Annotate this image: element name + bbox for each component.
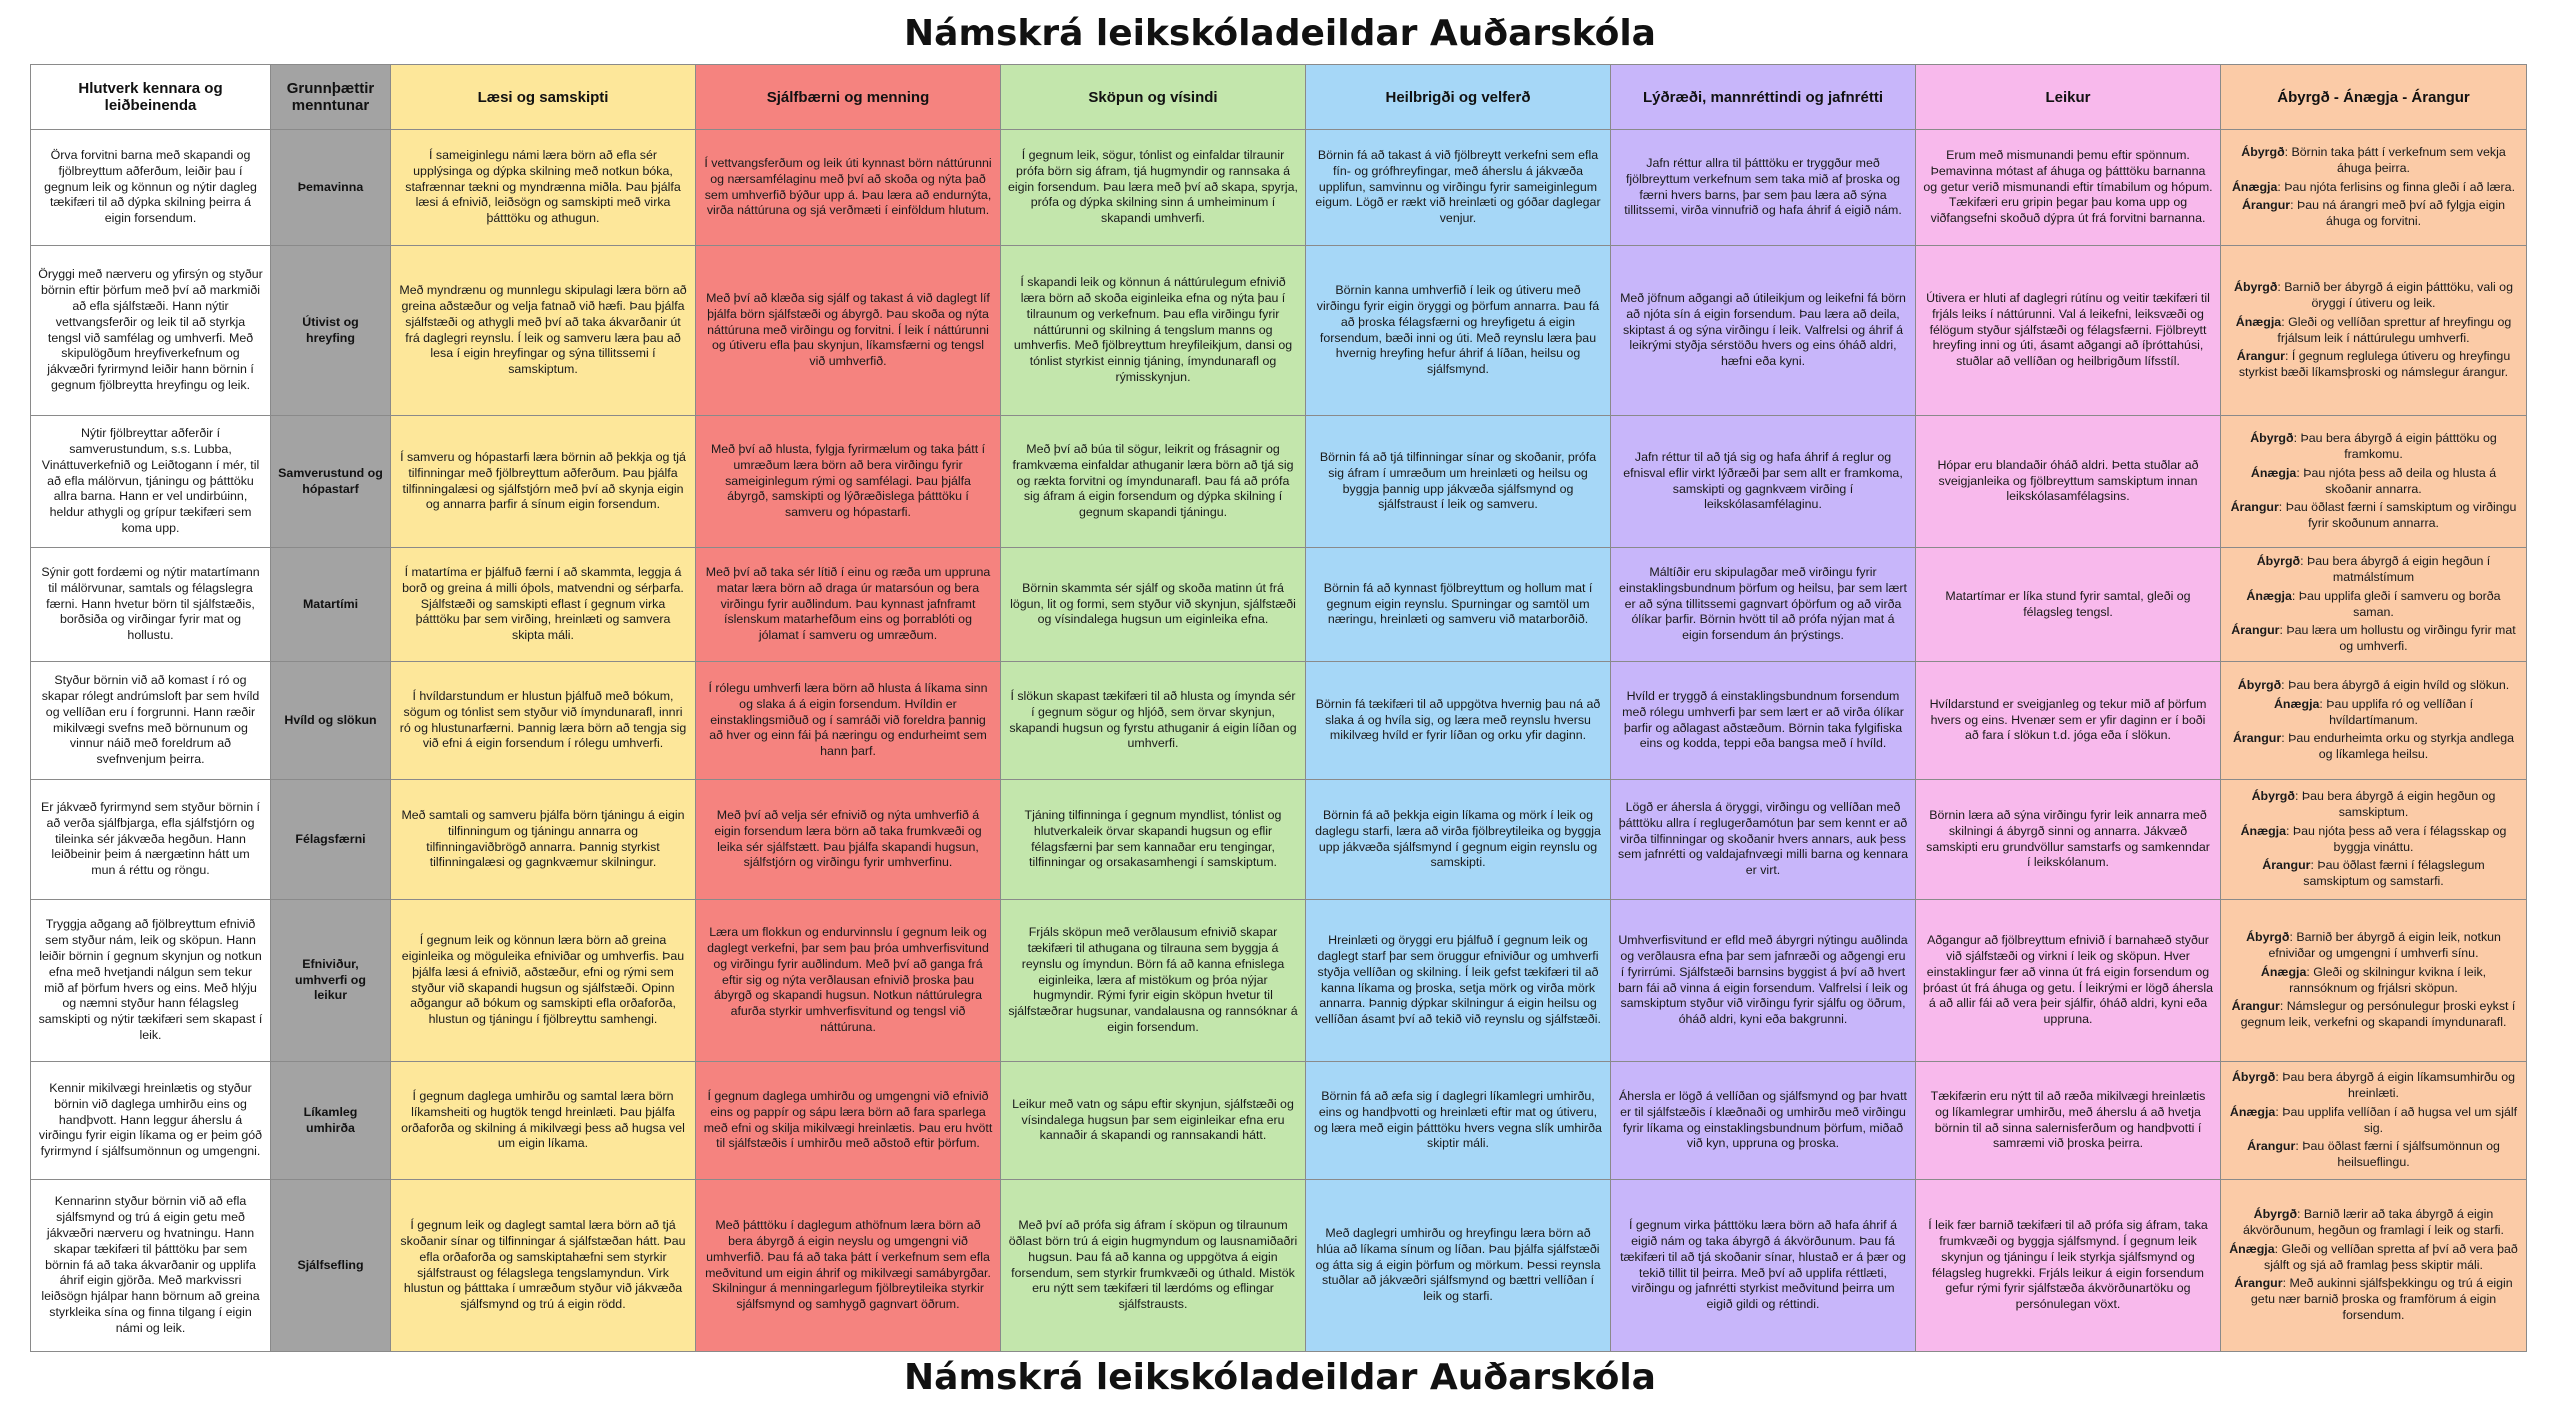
table-row: [31, 246, 2527, 416]
table-row: [31, 548, 2527, 662]
enjoyment-line: Ánægja: Þau upplifa ró og vellíðan í hvíldartímanum.: [2273, 696, 2474, 727]
creativity-cell: Tjáning tilfinninga í gegnum myndlist, tónlist og hlutverkaleik örvar skapandi hugsun og eflir félagsfærni þar sem kannaðar eru tengingar, tilfinningar og orsakasamhengi í samskiptum.: [1001, 780, 1306, 900]
responsibility-cell: [2221, 1062, 2527, 1180]
achievement-text: Þau öðlast færni í samskiptum og virðingu fyrir skoðunum annarra.: [2285, 500, 2517, 531]
sustainability-cell: Með því að velja sér efnivið og nýta umhverfið á eigin forsendum læra börn að taka frumkvæði og leika sér sjálfstætt. Þau þjálfa skapandi hugsun, sjálfstjórn og virðingu fyrir umhverfinu.: [696, 780, 1001, 900]
enjoyment-label: Ánægja: [2246, 588, 2292, 603]
sustainability-cell: Læra um flokkun og endurvinnslu í gegnum leik og daglegt verkefni, þar sem þau þróa umhverfisvitund og virðingu fyrir auðlindum. Með því að ganga frá eftir sig og nýta verðlausan efnivið þroska þau ábyrgð og skapandi hugsun. Notkun náttúrulegra afurða styrkir umhverfisvitund og tengsl við náttúruna.: [696, 900, 1001, 1062]
topic-cell: Samverustund og hópastarf: [271, 416, 391, 548]
enjoyment-line: Ánægja: Þau njóta þess að vera í félagsskap og byggja vináttu.: [2240, 823, 2507, 854]
topic-cell: Félagsfærni: [271, 780, 391, 900]
achievement-line: Árangur: Þau öðlast færni í félagslegum samskiptum og samstarfi.: [2262, 858, 2485, 889]
enjoyment-label: Ánægja: [2250, 465, 2297, 480]
responsibility-label: Ábyrgð: [2256, 553, 2301, 568]
responsibility-label: Ábyrgð: [2250, 430, 2294, 445]
topic-cell: Matartími: [271, 548, 391, 662]
creativity-cell: Í skapandi leik og könnun á náttúrulegum efnivið læra börn að skoða eiginleika efna og nýta þau í tilraunum og verkefnum. Þau efla virðingu fyrir náttúrunni og skilning á tengslum manns og umhverfis. Með fjölbreyttum hreyfileikjum, dansi og tónlist styrkist einnig tjáning, ímyndunarafl og rýmisskynjun.: [1001, 246, 1306, 416]
literacy-cell: Í hvíldarstundum er hlustun þjálfuð með bókum, sögum og tónlist sem styður við ímyndunarafl, innri ró og hlustunarfærni. Þannig læra börn að tengja sig við efni á eigin forsendum í rólegu umhverfi.: [391, 662, 696, 780]
health-cell: Með daglegri umhirðu og hreyfingu læra börn að hlúa að líkama sínum og líðan. Þau þjálfa sjálfstæði og átta sig á eigin þörfum og mörkum. Þessi reynsla stuðlar að jákvæðri sjálfsmynd og bættri vellíðan í leik og starfi.: [1306, 1180, 1611, 1352]
literacy-cell: Í sameiginlegu námi læra börn að efla sér upplýsinga og dýpka skilning með notkun bóka, stafrænnar tækni og myndrænna miðla. Þau þjálfa læsi á efnivið, leiðsögn og samskipti með virka þátttöku og athugun.: [391, 130, 696, 246]
responsibility-label: Ábyrgð: [2231, 1069, 2276, 1084]
table-row: [31, 416, 2527, 548]
sustainability-cell: Með því að hlusta, fylgja fyrirmælum og taka þátt í umræðum læra börn að bera virðingu fyrir sameiginlegum rými og samfélagi. Þau þjálfa ábyrgð, samskipti og lýðræðislega þátttöku í samveru og hópastarfi.: [696, 416, 1001, 548]
teacher-role-cell: Örva forvitni barna með skapandi og fjölbreyttum aðferðum, leiðir þau í gegnum leik og könnun og nýtir dagleg tækifæri til að dýpka skilning þeirra á eigin forsendum.: [31, 130, 271, 246]
achievement-label: Árangur: [2231, 623, 2280, 638]
teacher-role-cell: Tryggja aðgang að fjölbreyttum efnivið sem styður nám, leik og sköpun. Hann leiðir börnin í gegnum skynjun og notkun efna með hvetjandi nálgun sem tekur mið af þörfum hvers og eins. Með hlýju og næmni styður hann félagsleg samskipti og nýtir tækifæri sem skapast í leik.: [31, 900, 271, 1062]
responsibility-label: Ábyrgð: [2246, 929, 2290, 944]
enjoyment-label: Ánægja: [2229, 1104, 2276, 1119]
header-play: Leikur: [1916, 65, 2221, 130]
achievement-label: Árangur: [2231, 999, 2280, 1014]
literacy-cell: Í samveru og hópastarfi læra börnin að þekkja og tjá tilfinningar með fjölbreyttum aðferðum. Þau þjálfa tilfinningalæsi og sjálfstjórn með því að skynja eigin og annarra þarfir á sínum eigin forsendum.: [391, 416, 696, 548]
responsibility-line: Ábyrgð: Þau bera ábyrgð á eigin líkamsumhirðu og hreinlæti.: [2231, 1069, 2516, 1100]
play-cell: Börnin læra að sýna virðingu fyrir leik annarra með skilningi á ábyrgð sinni og annarra. Jákvæð samskipti eru grundvöllur samstarfs og samkenndar í leikskólanum.: [1916, 780, 2221, 900]
democracy-cell: Í gegnum virka þátttöku læra börn að hafa áhrif á eigið nám og taka ábyrgð á ákvörðunum. Þau fá tækifæri til að tjá skoðanir sínar, hlustað er á þær og tekið tillit til þeirra. Með því að upplifa réttlæti, virðingu og jafnrétti styrkist meðvitund þeirra um eigið gildi og réttindi.: [1611, 1180, 1916, 1352]
enjoyment-text: Þau njóta ferlisins og finna gleði í að læra.: [2284, 179, 2516, 194]
creativity-cell: Með því að prófa sig áfram í sköpun og tilraunum öðlast börn trú á eigin hugmyndum og lausnamiðaðri hugsun. Þau fá að kanna og uppgötva á eigin forsendum, sem styrkir frumkvæði og úthald. Mistök eru nýtt sem tækifæri til lærdóms og eflingar sjálfstrausts.: [1001, 1180, 1306, 1352]
creativity-cell: Með því að búa til sögur, leikrit og frásagnir og framkvæma einfaldar athuganir læra börn að tjá sig og rækta forvitni og ímyndunarafl. Þau fá að prófa sig áfram á eigin forsendum og dýpka skilning í gegnum skapandi tjáningu.: [1001, 416, 1306, 548]
responsibility-text: Þau bera ábyrgð á eigin hegðun og samskiptum.: [2301, 788, 2496, 819]
topic-cell: Hvíld og slökun: [271, 662, 391, 780]
header-literacy: Læsi og samskipti: [391, 65, 696, 130]
responsibility-cell: [2221, 416, 2527, 548]
responsibility-line: Ábyrgð: Barnið ber ábyrgð á eigin þátttöku, vali og öryggi í útiveru og leik.: [2234, 279, 2513, 310]
health-cell: Hreinlæti og öryggi eru þjálfuð í gegnum leik og daglegt starf þar sem öruggur efniviður og umhverfi styðja vellíðan og skilning. Í leik gefst tækifæri til að kanna líkama og þroska, setja mörk og virða mörk annarra. Þannig dýpkar skilningur á eigin heilsu og vellíðan ásamt því að tekið við reynslu og sjálfstæði.: [1306, 900, 1611, 1062]
responsibility-text: Þau bera ábyrgð á eigin þátttöku og framkomu.: [2300, 430, 2497, 461]
enjoyment-line: Ánægja: Gleði og skilningur kvikna í leik, rannsóknum og frjálsri sköpun.: [2260, 964, 2487, 995]
responsibility-line: Ábyrgð: Þau bera ábyrgð á eigin hegðun í matmálstímum: [2256, 553, 2491, 584]
achievement-line: Árangur: Í gegnum reglulega útiveru og hreyfingu styrkist bæði líkamsþroski og námslegur árangur.: [2236, 349, 2511, 380]
responsibility-line: Ábyrgð: Þau bera ábyrgð á eigin hegðun og samskiptum.: [2251, 788, 2496, 819]
enjoyment-line: Ánægja: Gleði og vellíðan sprettur af hreyfingu og frjálsum leik í náttúrulegu umhverfi.: [2235, 314, 2512, 345]
responsibility-text: Þau bera ábyrgð á eigin líkamsumhirðu og hreinlæti.: [2282, 1069, 2516, 1100]
responsibility-text: Þau bera ábyrgð á eigin hegðun í matmálstímum: [2307, 553, 2491, 584]
play-cell: Aðgangur að fjölbreyttum efnivið í barnahæð styður við sjálfstæði og virkni í leik og sköpun. Hver einstaklingur fær að vinna út frá eigin forsendum og þróast út frá áhuga og getu. Í leikrými er lögð áhersla á að allir fái að vera þeir sjálfir, óháð aldri, kyni eða uppruna.: [1916, 900, 2221, 1062]
achievement-text: Þau læra um hollustu og virðingu fyrir mat og umhverfi.: [2286, 623, 2516, 654]
responsibility-line: Ábyrgð: Börnin taka þátt í verkefnum sem vekja áhuga þeirra.: [2241, 144, 2506, 175]
play-cell: Erum með mismunandi þemu eftir spönnum. Þemavinna mótast af áhuga og þátttöku barnanna og getur verið mismunandi eftir tímabilum og hópum. Tækifæri eru gripin þegar þau koma upp og viðfangsefni skoðuð dýpra út frá forvitni barnanna.: [1916, 130, 2221, 246]
header-health: Heilbrigði og velferð: [1306, 65, 1611, 130]
enjoyment-text: Þau upplifa vellíðan í að hugsa vel um sjálf sig.: [2282, 1104, 2518, 1135]
democracy-cell: Máltíðir eru skipulagðar með virðingu fyrir einstaklingsbundnum þörfum og heilsu, þar sem lært er að sýna tillitssemi gagnvart óþörfum og að virða ólíkar þarfir. Börnin hvött til að prófa nýjan mat á eigin forsendum án þrýstings.: [1611, 548, 1916, 662]
responsibility-cell: [2221, 900, 2527, 1062]
achievement-label: Árangur: [2262, 858, 2311, 873]
democracy-cell: Áhersla er lögð á vellíðan og sjálfsmynd og þar hvatt er til sjálfstæðis í klæðnaði og umhirðu með virðingu fyrir líkama og einstaklingsbundnum þörfum, miðað við kyn, uppruna og þroska.: [1611, 1062, 1916, 1180]
achievement-line: Árangur: Námslegur og persónulegur þroski eykst í gegnum leik, verkefni og skapandi ímyndunarafl.: [2231, 999, 2516, 1030]
responsibility-cell: [2221, 130, 2527, 246]
play-cell: Hópar eru blandaðir óháð aldri. Þetta stuðlar að sveigjanleika og fjölbreyttum samskiptum innan leikskólasamfélagsins.: [1916, 416, 2221, 548]
achievement-line: Árangur: Þau ná árangri með því að fylgja eigin áhuga og forvitni.: [2241, 198, 2506, 229]
enjoyment-line: Ánægja: Þau upplifa gleði í samveru og borða saman.: [2246, 588, 2501, 619]
health-cell: Börnin fá að takast á við fjölbreytt verkefni sem efla fín- og grófhreyfingar, með áherslu á jákvæða upplifun, samvinnu og virðingu fyrir sameiginlegum eigum. Lögð er rækt við hreinlæti og góðar daglegar venjur.: [1306, 130, 1611, 246]
enjoyment-text: Þau upplifa ró og vellíðan í hvíldartímanum.: [2326, 696, 2474, 727]
teacher-role-cell: Sýnir gott fordæmi og nýtir matartímann til málörvunar, samtals og félagslegra færni. Hann hvetur börn til sjálfstæðis, borðsiða og virðingar fyrir mat og hollustu.: [31, 548, 271, 662]
topic-cell: Útivist og hreyfing: [271, 246, 391, 416]
responsibility-line: Ábyrgð: Þau bera ábyrgð á eigin hvíld og slökun.: [2237, 677, 2510, 692]
play-cell: Útivera er hluti af daglegri rútínu og veitir tækifæri til frjáls leiks í náttúrunni. Val á leikefni, leiksvæði og félögum styður sjálfstæði og félagsfærni. Fjölbreytt hreyfing inni og úti, ásamt aðgangi að íþróttahúsi, stuðlar að vellíðan og heilbrigðum lífsstíl.: [1916, 246, 2221, 416]
enjoyment-label: Ánægja: [2231, 179, 2278, 194]
header-democracy: Lýðræði, mannréttindi og jafnrétti: [1611, 65, 1916, 130]
responsibility-label: Ábyrgð: [2237, 677, 2282, 692]
teacher-role-cell: Styður börnin við að komast í ró og skapar rólegt andrúmsloft þar sem hvíld og vellíðan eru í forgrunni. Hann ræðir mikilvægi svefns með börnunum og vinnur náið með foreldrum að svefnvenjum þeirra.: [31, 662, 271, 780]
achievement-label: Árangur: [2234, 1276, 2283, 1291]
teacher-role-cell: Kennir mikilvægi hreinlætis og styður börnin við daglega umhirðu eins og handþvott. Hann leggur áherslu á virðingu fyrir eigin líkama og er þeim góð fyrirmynd í sjálfsumönnun og umgengni.: [31, 1062, 271, 1180]
democracy-cell: Jafn réttur til að tjá sig og hafa áhrif á reglur og efnisval eflir virkt lýðræði þar sem allt er framkoma, samskipti og gagnkvæm virðing í leikskólasamfélaginu.: [1611, 416, 1916, 548]
topic-cell: Sjálfsefling: [271, 1180, 391, 1352]
literacy-cell: Í gegnum daglega umhirðu og samtal læra börn líkamsheiti og hugtök tengd hreinlæti. Þau þjálfa orðaforða og skilning á mikilvægi þess að hugsa vel um eigin líkama.: [391, 1062, 696, 1180]
table-row: [31, 900, 2527, 1062]
table-row: [31, 662, 2527, 780]
responsibility-line: Ábyrgð: Þau bera ábyrgð á eigin þátttöku og framkomu.: [2250, 430, 2497, 461]
democracy-cell: Lögð er áhersla á öryggi, virðingu og vellíðan með þátttöku allra í reglugerðamótun þar sem kennt er að virða tilfinningar og skoðanir hvers annars, auk þess sem jafnrétti og valdajafnvægi milli barna og kennara er virt.: [1611, 780, 1916, 900]
enjoyment-text: Gleði og vellíðan spretta af því að vera það sjálft og sjá að framlag þess skiptir máli.: [2264, 1241, 2518, 1272]
header-sustainability: Sjálfbærni og menning: [696, 65, 1001, 130]
enjoyment-label: Ánægja: [2273, 696, 2320, 711]
sustainability-cell: Í gegnum daglega umhirðu og umgengni við efnivið eins og pappír og sápu læra börn að fara sparlega með efni og skilja mikilvægi hreinlætis. Þau eru hvött til sjálfstæðis í umhirðu með aðstoð eftir þörfum.: [696, 1062, 1001, 1180]
play-cell: Tækifærin eru nýtt til að ræða mikilvægi hreinlætis og líkamlegrar umhirðu, með áherslu á að hvetja börnin til að sinna salernisferðum og handþvotti í samræmi við þroska þeirra.: [1916, 1062, 2221, 1180]
creativity-cell: Börnin skammta sér sjálf og skoða matinn út frá lögun, lit og formi, sem styður við skynjun, sjálfstæði og vísindalega hugsun um eiginleika efna.: [1001, 548, 1306, 662]
health-cell: Börnin fá að þekkja eigin líkama og mörk í leik og daglegu starfi, læra að virða fjölbreytileika og byggja upp jákvæða sjálfsmynd í gegnum eigin reynslu og samskipti.: [1306, 780, 1611, 900]
achievement-text: Þau öðlast færni í sjálfsumönnun og heilsueflingu.: [2302, 1139, 2500, 1170]
play-cell: Í leik fær barnið tækifæri til að prófa sig áfram, taka frumkvæði og byggja sjálfsmynd. Í gegnum leik skynjun og tjáningu í leik styrkja sjálfsmynd og félagsleg hugrekki. Frjáls leikur á eigin forsendum gefur rými fyrir sjálfstæða ákvörðunartöku og persónulegan vöxt.: [1916, 1180, 2221, 1352]
teacher-role-cell: Öryggi með nærveru og yfirsýn og styður börnin eftir þörfum með því að markmiði að efla sjálfstæði. Hann nýtir vettvangsferðir og leik til að styrkja tengsl við samfélag og umhverfi. Með skipulögðum hreyfiverkefnum og jákvæðri fyrirmynd leiðir hann börnin í gegnum fjölbreytta hreyfingu og leik.: [31, 246, 271, 416]
sustainability-cell: Með því að klæða sig sjálf og takast á við daglegt líf þjálfa börn sjálfstæði og ábyrgð. Þau skoða og nýta náttúruna með virðingu og forvitni. Í leik í náttúrunni og útiveru efla þau skynjun, líkamsfærni og tengsl við umhverfið.: [696, 246, 1001, 416]
sustainability-cell: Í vettvangsferðum og leik úti kynnast börn náttúrunni og nærsamfélaginu með því að skoða og nýta það sem umhverfið býður upp á. Þau læra að endurnýta, virða náttúruna og sjá verðmæti í einföldum hlutum.: [696, 130, 1001, 246]
responsibility-line: Ábyrgð: Barnið ber ábyrgð á eigin leik, notkun efniviðar og umgengni í umhverfi sínu.: [2246, 929, 2501, 960]
header-creativity: Sköpun og vísindi: [1001, 65, 1306, 130]
creativity-cell: Leikur með vatn og sápu eftir skynjun, sjálfstæði og vísindalega hugsun þar sem eiginleikar efna eru kannaðir á skapandi og rannsakandi hátt.: [1001, 1062, 1306, 1180]
responsibility-cell: [2221, 1180, 2527, 1352]
sustainability-cell: Í rólegu umhverfi læra börn að hlusta á líkama sinn og slaka á á eigin forsendum. Hvíldin er einstaklingsmiðuð og í samráði við foreldra þannig að hver og einn fái þá næringu og endurheimt sem hann þarf.: [696, 662, 1001, 780]
table-row: [31, 780, 2527, 900]
achievement-label: Árangur: [2230, 500, 2279, 515]
topic-cell: Líkamleg umhirða: [271, 1062, 391, 1180]
responsibility-cell: [2221, 548, 2527, 662]
health-cell: Börnin fá að æfa sig í daglegri líkamlegri umhirðu, eins og handþvotti og hreinlæti eftir mat og útiveru, og læra með eigin þátttöku hvers vegna slík umhirða skiptir máli.: [1306, 1062, 1611, 1180]
responsibility-text: Börnin taka þátt í verkefnum sem vekja áhuga þeirra.: [2291, 144, 2506, 175]
democracy-cell: Hvíld er tryggð á einstaklingsbundnum forsendum með rólegu umhverfi þar sem lært er að virða ólíkar þarfir og aðlagast aðstæðum. Börnin taka fylgifiska eins og kodda, teppi eða bangsa með í hvíld.: [1611, 662, 1916, 780]
play-cell: Matartímar er líka stund fyrir samtal, gleði og félagsleg tengsl.: [1916, 548, 2221, 662]
table-row: [31, 1180, 2527, 1352]
header-education-pillars: Grunnþættir menntunar: [271, 65, 391, 130]
health-cell: Börnin fá að tjá tilfinningar sínar og skoðanir, prófa sig áfram í umræðum um hreinlæti og heilsu og byggja þannig upp jákvæða sjálfsmynd og sjálfstraust í leik og samveru.: [1306, 416, 1611, 548]
achievement-label: Árangur: [2247, 1139, 2296, 1154]
enjoyment-line: Ánægja: Gleði og vellíðan spretta af því að vera það sjálft og sjá að framlag þess skiptir máli.: [2229, 1241, 2518, 1272]
responsibility-line: Ábyrgð: Barnið lærir að taka ábyrgð á eigin ákvörðunum, hegðun og framlagi í leik og starfi.: [2242, 1206, 2505, 1237]
page-title: Námskrá leikskóladeildar Auðarskóla: [904, 12, 1656, 54]
enjoyment-label: Ánægja: [2260, 964, 2307, 979]
table-row: [31, 1062, 2527, 1180]
achievement-line: Árangur: Þau öðlast færni í samskiptum og virðingu fyrir skoðunum annarra.: [2230, 500, 2517, 531]
health-cell: Börnin fá tækifæri til að uppgötva hvernig þau ná að slaka á og hvíla sig, og læra með reynslu hversu mikilvæg hvíld er fyrir líðan og orku yfir daginn.: [1306, 662, 1611, 780]
header-teacher-role: Hlutverk kennara og leiðbeinenda: [31, 65, 271, 130]
literacy-cell: Með samtali og samveru þjálfa börn tjáningu á eigin tilfinningum og tjáningu annarra og tilfinningaviðbrögð annarra. Þannig styrkist tilfinningalæsi og gagnkvæmur skilningur.: [391, 780, 696, 900]
teacher-role-cell: Er jákvæð fyrirmynd sem styður börnin í að verða sjálfbjarga, efla sjálfstjórn og tileinka sér jákvæða hegðun. Hann leiðbeinir þeim á nærgætinn hátt um mun á réttu og röngu.: [31, 780, 271, 900]
curriculum-table: [30, 64, 2527, 1352]
header-responsibility: Ábyrgð - Ánægja - Árangur: [2221, 65, 2527, 130]
teacher-role-cell: Nýtir fjölbreyttar aðferðir í samverustundum, s.s. Lubba, Vináttuverkefnið og Leiðtogann í mér, til að efla málörvun, tjáningu og þátttöku allra barna. Hann er vel undirbúinn, heldur athygli og grípur tækifæri sem koma upp.: [31, 416, 271, 548]
creativity-cell: Frjáls sköpun með verðlausum efnivið skapar tækifæri til athugana og tilrauna sem byggja á reynslu og ímyndun. Börn fá að kanna efnislega eiginleika, læra af mistökum og þróa nýjar hugmyndir. Rými fyrir eigin sköpun hvetur til sjálfstæðrar hugsunar, vandalausna og rannsóknar á eigin forsendum.: [1001, 900, 1306, 1062]
achievement-line: Árangur: Þau læra um hollustu og virðingu fyrir mat og umhverfi.: [2231, 623, 2516, 654]
achievement-text: Námslegur og persónulegur þroski eykst í gegnum leik, verkefni og skapandi ímyndunarafl.: [2240, 999, 2516, 1030]
creativity-cell: Í slökun skapast tækifæri til að hlusta og ímynda sér í gegnum sögur og hljóð, sem örvar skynjun, skapandi hugsun og fyrstu athuganir á eigin líðan og umhverfi.: [1001, 662, 1306, 780]
responsibility-label: Ábyrgð: [2253, 1206, 2298, 1221]
achievement-text: Þau endurheimta orku og styrkja andlega og líkamlega heilsu.: [2288, 731, 2515, 762]
topic-cell: Efniviður, umhverfi og leikur: [271, 900, 391, 1062]
democracy-cell: Með jöfnum aðgangi að útileikjum og leikefni fá börn að njóta sín á eigin forsendum. Þau læra að deila, skiptast á og sýna virðingu í leik. Valfrelsi og áhrif á leikrými styðja sérstöðu hvers og eins óháð aldri, hæfni eða kyni.: [1611, 246, 1916, 416]
table-row: [31, 130, 2527, 246]
teacher-role-cell: Kennarinn styður börnin við að efla sjálfsmynd og trú á eigin getu með jákvæðri nærveru og hvatningu. Hann skapar tækifæri til þátttöku þar sem börnin fá að taka ákvarðanir og upplifa áhrif eigin gjörða. Með markvissri leiðsögn hjálpar hann börnum að greina styrkleika sína og finna tilgang í eigin námi og leik.: [31, 1180, 271, 1352]
achievement-label: Árangur: [2236, 349, 2285, 364]
enjoyment-text: Þau njóta þess að deila og hlusta á skoðanir annarra.: [2303, 465, 2497, 496]
achievement-text: Þau ná árangri með því að fylgja eigin áhuga og forvitni.: [2297, 198, 2506, 229]
enjoyment-line: Ánægja: Þau njóta ferlisins og finna gleði í að læra.: [2231, 179, 2516, 194]
enjoyment-label: Ánægja: [2240, 823, 2286, 838]
enjoyment-text: Gleði og vellíðan sprettur af hreyfingu og frjálsum leik í náttúrulegu umhverfi.: [2277, 314, 2512, 345]
responsibility-text: Þau bera ábyrgð á eigin hvíld og slökun.: [2288, 677, 2510, 692]
play-cell: Hvíldarstund er sveigjanleg og tekur mið af þörfum hvers og eins. Hvenær sem er yfir daginn er í boði að fara í slökun t.d. jóga eða í slökun.: [1916, 662, 2221, 780]
responsibility-label: Ábyrgð: [2241, 144, 2285, 159]
responsibility-label: Ábyrgð: [2234, 279, 2278, 294]
enjoyment-text: Þau upplifa gleði í samveru og borða saman.: [2298, 588, 2501, 619]
footer-title: Námskrá leikskóladeildar Auðarskóla: [904, 1356, 1656, 1398]
responsibility-text: Barnið ber ábyrgð á eigin leik, notkun efniviðar og umgengni í umhverfi sínu.: [2268, 929, 2501, 960]
achievement-line: Árangur: Þau öðlast færni í sjálfsumönnun og heilsueflingu.: [2247, 1139, 2500, 1170]
responsibility-cell: [2221, 780, 2527, 900]
health-cell: Börnin kanna umhverfið í leik og útiveru með virðingu fyrir eigin öryggi og þörfum annarra. Þau fá að þroska félagsfærni og hreyfigetu á eigin forsendum, bæði inni og úti. Með reynslu læra þau hvernig hreyfing hefur áhrif á líðan, heilsu og sjálfsmynd.: [1306, 246, 1611, 416]
responsibility-label: Ábyrgð: [2251, 788, 2295, 803]
health-cell: Börnin fá að kynnast fjölbreyttum og hollum mat í gegnum eigin reynslu. Spurningar og samtöl um næringu, hreinlæti og samveru við matarborðið.: [1306, 548, 1611, 662]
enjoyment-label: Ánægja: [2235, 314, 2282, 329]
enjoyment-text: Þau njóta þess að vera í félagsskap og byggja vináttu.: [2292, 823, 2507, 854]
literacy-cell: Í gegnum leik og daglegt samtal læra börn að tjá skoðanir sínar og tilfinningar á sjálfstæðan hátt. Þau efla orðaforða og samskiptahæfni sem styrkir sjálfstraust og félagslega tengslamyndun. Virk hlustun og þátttaka í umræðum styður við jákvæða sjálfsmynd og trú á eigin rödd.: [391, 1180, 696, 1352]
creativity-cell: Í gegnum leik, sögur, tónlist og einfaldar tilraunir prófa börn sig áfram, tjá hugmyndir og rannsaka á eigin forsendum. Þau læra með því að skapa, spyrja, prófa og dýpka skilning sinn á umheiminum í skapandi umhverfi.: [1001, 130, 1306, 246]
responsibility-text: Barnið lærir að taka ábyrgð á eigin ákvörðunum, hegðun og framlagi í leik og starfi.: [2242, 1206, 2505, 1237]
enjoyment-line: Ánægja: Þau njóta þess að deila og hlusta á skoðanir annarra.: [2250, 465, 2497, 496]
responsibility-cell: [2221, 246, 2527, 416]
literacy-cell: Í gegnum leik og könnun læra börn að greina eiginleika og möguleika efniviðar og umhverfis. Þau þjálfa læsi á efnivið, aðstæður, efni og rými sem styður við skapandi hugsun og sjálfstæði. Opinn aðgangur að bókum og samskipti efla orðaforða, hlustun og tjáningu í fjölbreyttu samhengi.: [391, 900, 696, 1062]
header-row: [31, 65, 2527, 130]
achievement-line: Árangur: Þau endurheimta orku og styrkja andlega og líkamlega heilsu.: [2232, 731, 2515, 762]
sustainability-cell: Með því að taka sér lítið í einu og ræða um uppruna matar læra börn að draga úr matarsóun og bera virðingu fyrir auðlindum. Þau kynnast jafnframt íslenskum matarhefðum eins og þorrablóti og jólamat í samveru og umræðum.: [696, 548, 1001, 662]
enjoyment-label: Ánægja: [2229, 1241, 2275, 1256]
achievement-line: Árangur: Með aukinni sjálfsþekkingu og trú á eigin getu nær barnið þroska og framförum á eigin forsendum.: [2234, 1276, 2513, 1323]
enjoyment-text: Gleði og skilningur kvikna í leik, rannsóknum og frjálsri sköpun.: [2289, 964, 2487, 995]
literacy-cell: Með myndrænu og munnlegu skipulagi læra börn að greina aðstæður og velja fatnað við hæfi. Þau þjálfa sjálfstæði og athygli með því að taka ákvarðanir út frá daglegri reynslu. Í leik og samveru læra þau að lesa í eigin hreyfingar og sýna tillitssemi í samskiptum.: [391, 246, 696, 416]
topic-cell: Þemavinna: [271, 130, 391, 246]
democracy-cell: Umhverfisvitund er efld með ábyrgri nýtingu auðlinda og verðlausra efna þar sem jafnræði og aðgengi eru í fyrirrúmi. Sjálfstæði barnsins byggist á því að hvert barn fái að vinna á eigin forsendum. Valfrelsi í leik og samskiptum styður við virðingu fyrir sjálfu og öðrum, óháð aldri, kyni eða bakgrunni.: [1611, 900, 1916, 1062]
achievement-label: Árangur: [2241, 198, 2291, 213]
achievement-label: Árangur: [2232, 731, 2282, 746]
responsibility-cell: [2221, 662, 2527, 780]
literacy-cell: Í matartíma er þjálfuð færni í að skammta, leggja á borð og greina á milli óþols, matvendni og sérþarfa. Sjálfstæði og samskipti eflast í gegnum virka þátttöku þar sem virðing, hreinlæti og samvera skipta máli.: [391, 548, 696, 662]
achievement-text: Í gegnum reglulega útiveru og hreyfingu styrkist bæði líkamsþroski og námslegur árangur.: [2238, 349, 2511, 380]
sustainability-cell: Með þátttöku í daglegum athöfnum læra börn að bera ábyrgð á eigin neyslu og umgengni við umhverfið. Þau fá að taka þátt í verkefnum sem efla meðvitund um eigin áhrif og mikilvægi samábyrgðar. Skilningur á menningarlegum fjölbreytileika styrkir sjálfsmynd og samhygð gagnvart öðrum.: [696, 1180, 1001, 1352]
enjoyment-line: Ánægja: Þau upplifa vellíðan í að hugsa vel um sjálf sig.: [2229, 1104, 2518, 1135]
achievement-text: Þau öðlast færni í félagslegum samskiptum og samstarfi.: [2303, 858, 2485, 889]
responsibility-text: Barnið ber ábyrgð á eigin þátttöku, vali og öryggi í útiveru og leik.: [2284, 279, 2513, 310]
achievement-text: Með aukinni sjálfsþekkingu og trú á eigin getu nær barnið þroska og framförum á eigin forsendum.: [2250, 1276, 2513, 1323]
democracy-cell: Jafn réttur allra til þátttöku er tryggður með fjölbreyttum verkefnum sem taka mið af þroska og færni hvers barns, þar sem þau læra að sýna tillitssemi, virða vinnufrið og hafa áhrif á eigið nám.: [1611, 130, 1916, 246]
